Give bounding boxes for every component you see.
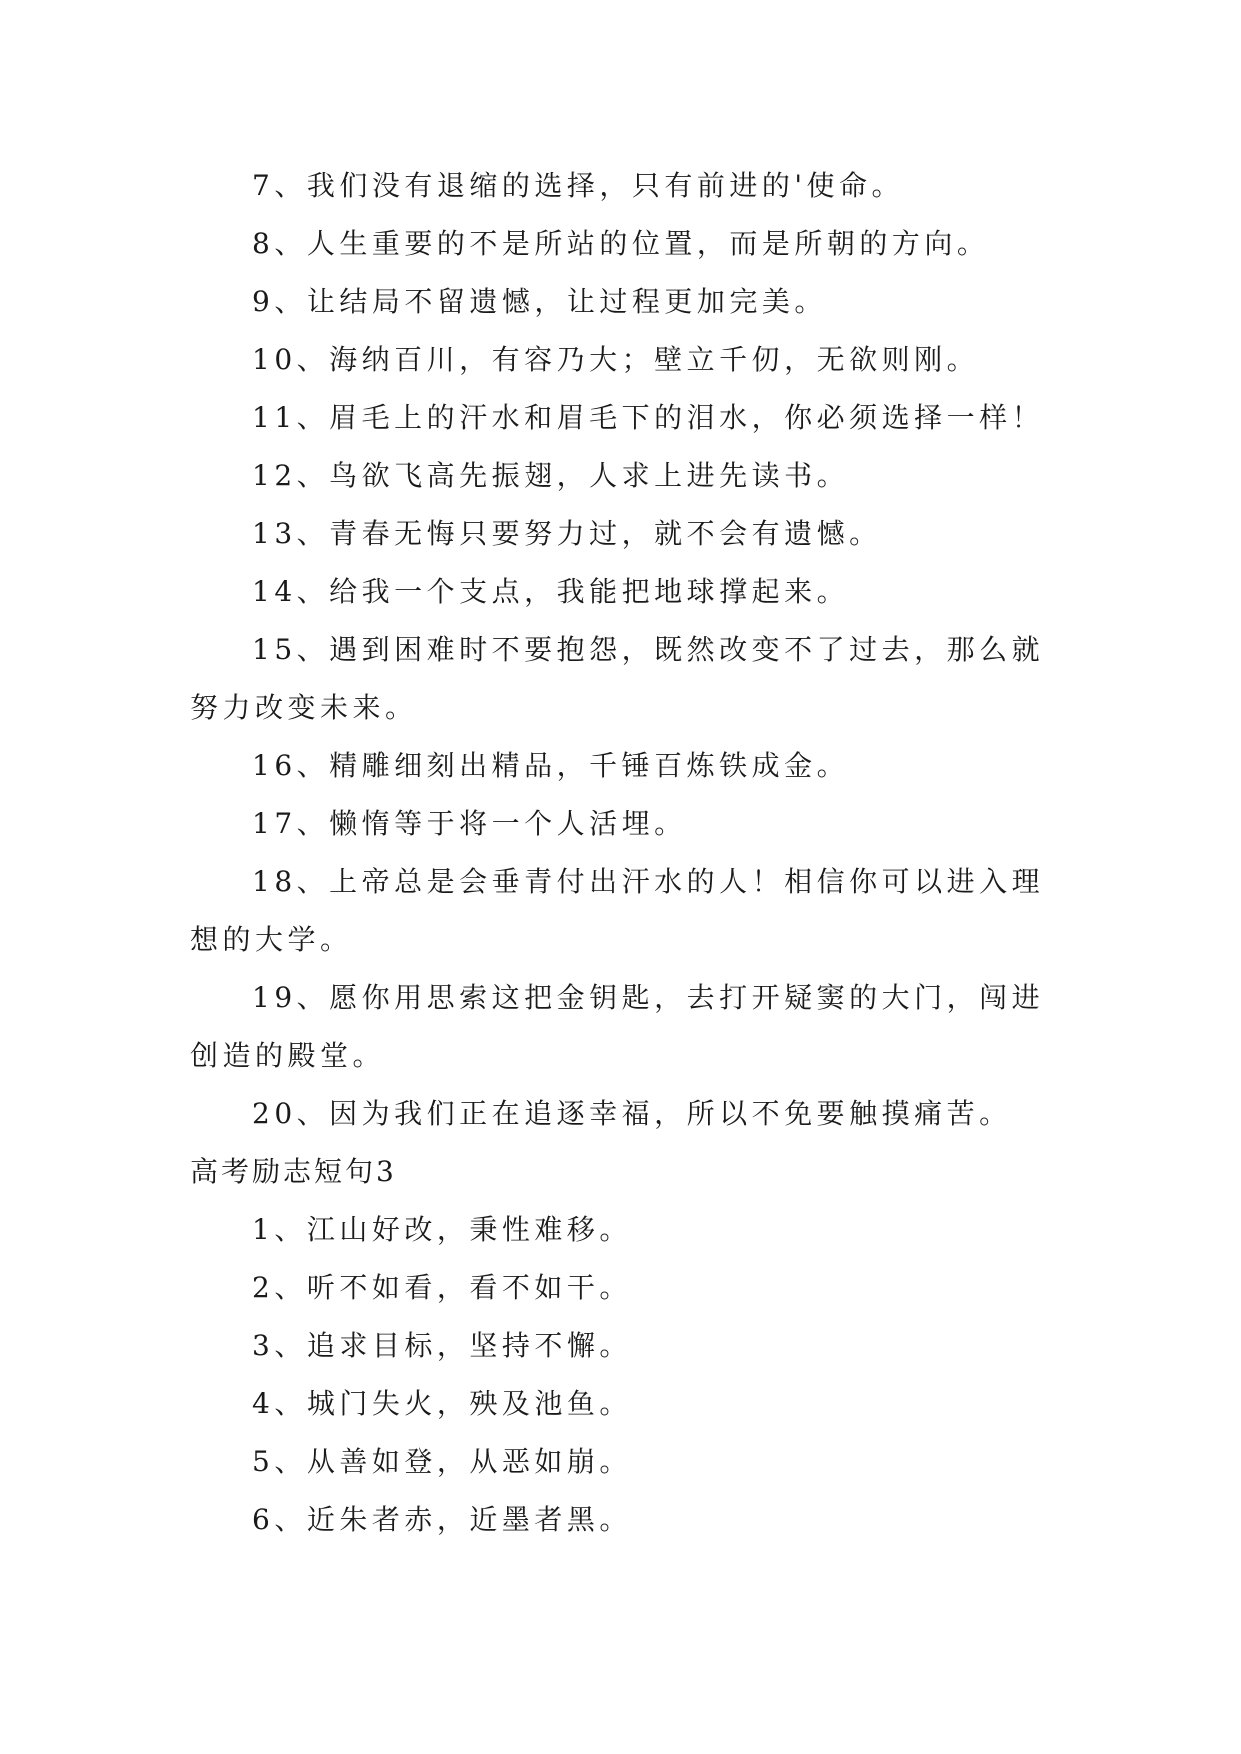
list-item-continuation: 努力改变未来。 (190, 691, 418, 724)
list-item: 20、因为我们正在追逐幸福，所以不免要触摸痛苦。 (252, 1097, 1012, 1130)
list-item: 12、鸟欲飞高先振翅，人求上进先读书。 (252, 459, 850, 492)
document-body (190, 157, 1070, 1549)
list-item: 16、精雕细刻出精品，千锤百炼铁成金。 (252, 749, 850, 782)
list-item: 7、我们没有退缩的选择，只有前进的'使命。 (252, 169, 905, 202)
list-item: 17、懒惰等于将一个人活埋。 (252, 807, 687, 840)
list-item: 14、给我一个支点，我能把地球撑起来。 (252, 575, 850, 608)
list-item: 19、愿你用思索这把金钥匙，去打开疑窦的大门，闯进 (252, 981, 1045, 1014)
list-item: 11、眉毛上的汗水和眉毛下的泪水，你必须选择一样！ (252, 401, 1045, 434)
list-item-continuation: 想的大学。 (190, 923, 353, 956)
list-item: 15、遇到困难时不要抱怨，既然改变不了过去，那么就 (252, 633, 1045, 666)
list-item: 6、近朱者赤，近墨者黑。 (252, 1503, 632, 1536)
section-heading: 高考励志短句3 (190, 1155, 397, 1188)
list-item-continuation: 创造的殿堂。 (190, 1039, 386, 1072)
list-item: 10、海纳百川，有容乃大；壁立千仞，无欲则刚。 (252, 343, 980, 376)
list-item: 3、追求目标，坚持不懈。 (252, 1329, 632, 1362)
list-item: 1、江山好改，秉性难移。 (252, 1213, 632, 1246)
list-item: 8、人生重要的不是所站的位置，而是所朝的方向。 (252, 227, 990, 260)
list-item: 18、上帝总是会垂青付出汗水的人！相信你可以进入理 (252, 865, 1045, 898)
list-item: 5、从善如登，从恶如崩。 (252, 1445, 632, 1478)
list-item: 4、城门失火，殃及池鱼。 (252, 1387, 632, 1420)
list-item: 2、听不如看，看不如干。 (252, 1271, 632, 1304)
list-item: 9、让结局不留遗憾，让过程更加完美。 (252, 285, 827, 318)
list-item: 13、青春无悔只要努力过，就不会有遗憾。 (252, 517, 882, 550)
